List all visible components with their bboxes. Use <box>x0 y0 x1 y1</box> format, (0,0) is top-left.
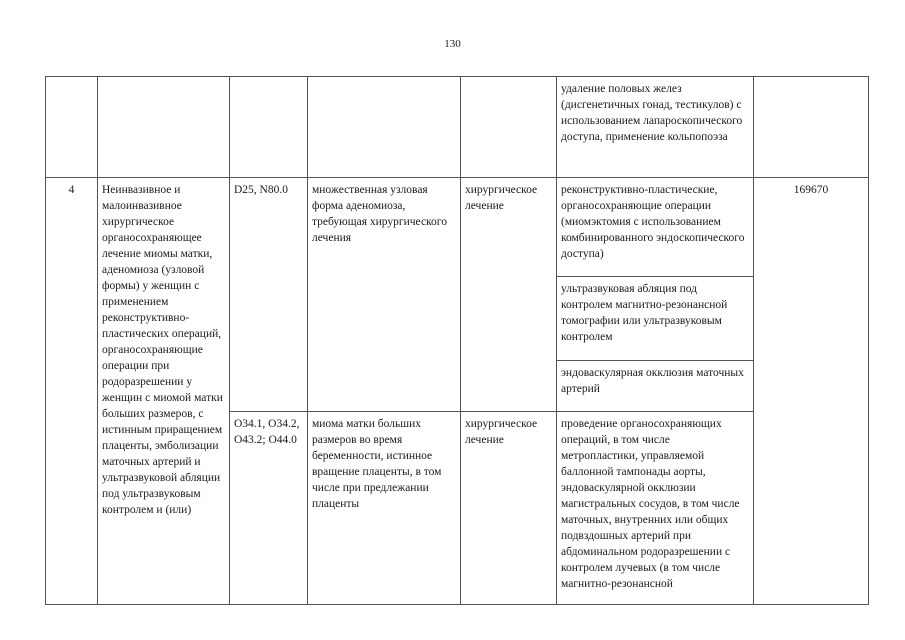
care-type-cell <box>98 178 230 605</box>
method-text: эндоваскулярная окклюзия маточных артерий <box>561 367 744 395</box>
continuation-row <box>46 77 869 178</box>
method-cell <box>557 178 754 277</box>
method-text: проведение органосохраняющих операций, в том числе метропластики, управляемой баллонной тампонады аорты, эндоваскулярной окклюзии магистральных сосудов, в том числе маточных, внутренних или общих подвздошных артерий при абдоминальном родоразрешении с контролем лучевых (в том числе магнитно-резонансной <box>561 418 740 590</box>
treatment-type-text: хирургическое лечение <box>465 418 538 446</box>
icd-codes-cell <box>230 178 308 412</box>
patient-model-text: миома матки больших размеров во время беременности, истинное вращение плаценты, в том числе при предлежании плаценты <box>312 418 442 510</box>
method-text: ультразвуковая абляция под контролем магнитно-резонансной томографии или ультразвуковым контролем <box>561 283 728 343</box>
row-number: 4 <box>68 184 75 196</box>
cont-name-cell <box>98 77 230 178</box>
cont-model-cell <box>308 77 461 178</box>
method-cell <box>557 277 754 361</box>
method-text: удаление половых желез (дисгенетичных гонад, тестикулов) с использованием лапароскопического доступа, применение кольпопоэза <box>561 83 743 143</box>
cont-price-cell <box>754 77 869 178</box>
cont-num-cell <box>46 77 98 178</box>
treatment-type-cell <box>461 412 557 605</box>
treatment-type-cell <box>461 178 557 412</box>
icd-codes-text: O34.1, O34.2, O43.2; O44.0 <box>234 418 300 446</box>
method-text: реконструктивно-пластические, органосохраняющие операции (миомэктомия с использованием комбинированного эндоскопического доступа) <box>561 184 745 260</box>
patient-model-cell <box>308 178 461 412</box>
cont-treatment-cell <box>461 77 557 178</box>
icd-codes-text: D25, N80.0 <box>234 184 288 196</box>
patient-model-text: множественная узловая форма аденомиоза, требующая хирургического лечения <box>312 184 447 244</box>
row-number-cell <box>46 178 98 605</box>
table-row <box>46 178 869 277</box>
cont-codes-cell <box>230 77 308 178</box>
patient-model-cell <box>308 412 461 605</box>
method-cell <box>557 412 754 605</box>
method-cell <box>557 361 754 412</box>
cont-method-cell <box>557 77 754 178</box>
medical-care-table <box>45 76 869 605</box>
treatment-type-text: хирургическое лечение <box>465 184 538 212</box>
page-number: 130 <box>444 38 461 50</box>
icd-codes-cell <box>230 412 308 605</box>
care-type-text: Неинвазивное и малоинвазивное хирургическое органосохраняющее лечение миомы матки, аденомиоза (узловой формы) у женщин с применением реконструктивно-пластических операций, органосохраняющие операции при родоразрешении у женщин с миомой матки больших размеров, с истинным приращением плаценты, эмболизации маточных артерий и ультразвуковой абляции под ультразвуковым контролем и (или) <box>102 184 223 516</box>
price-cell <box>754 178 869 605</box>
price-value: 169670 <box>793 184 829 196</box>
